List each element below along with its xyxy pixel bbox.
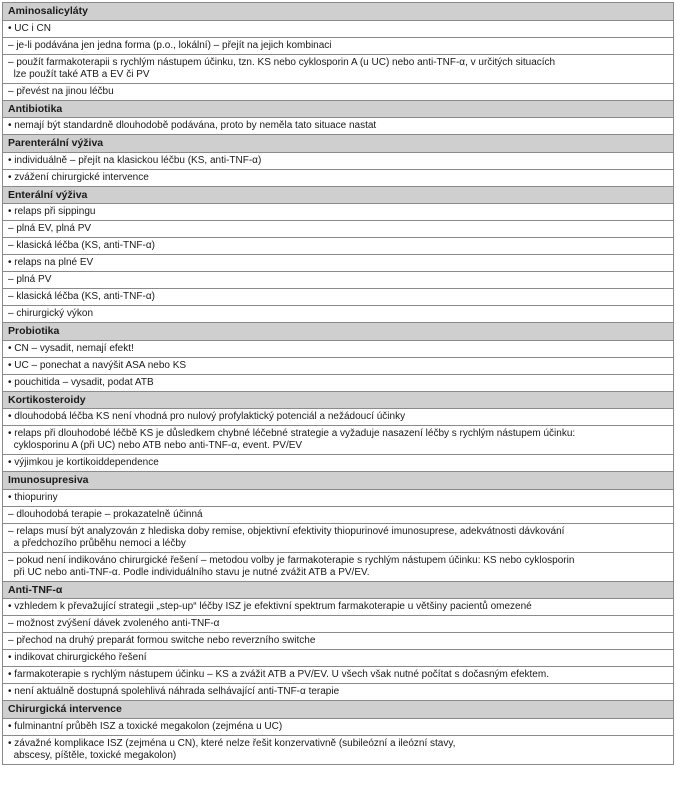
table-cell <box>3 306 674 323</box>
table-row <box>3 83 674 100</box>
table-cell <box>3 272 674 289</box>
table-row <box>3 552 674 581</box>
cell-text-line: • farmakoterapie s rychlým nástupem účinku – KS a zvážit ATB a PV/EV. U všech však nutné počítat s dočasným efektem. <box>8 669 549 680</box>
cell-text-line: • CN – vysadit, nemají efekt! <box>8 342 134 354</box>
treatment-table <box>2 2 674 765</box>
table-row <box>3 599 674 616</box>
table-row <box>3 455 674 472</box>
table-cell <box>3 616 674 633</box>
section-title: Probiotika <box>3 323 674 341</box>
table-cell <box>3 255 674 272</box>
table-cell <box>3 489 674 506</box>
cell-text-line: – možnost zvýšení dávek zvoleného anti-TNF-α <box>8 618 220 629</box>
table-cell <box>3 152 674 169</box>
table-cell <box>3 238 674 255</box>
table-cell <box>3 221 674 238</box>
table-row <box>3 169 674 186</box>
cell-text-line: • UC – ponechat a navýšit ASA nebo KS <box>8 359 187 371</box>
table-row <box>3 523 674 552</box>
cell-text-line: cyklosporinu A (při UC) nebo ATB nebo anti-TNF-α, event. PV/EV <box>8 440 303 451</box>
cell-text-line: • relaps na plné EV <box>8 257 94 268</box>
table-row <box>3 54 674 83</box>
table-row <box>3 20 674 37</box>
table-cell <box>3 552 674 581</box>
table-row <box>3 340 674 357</box>
section-header-row <box>3 472 674 490</box>
cell-text-line: – klasická léčba (KS, anti-TNF-α) <box>8 240 155 251</box>
cell-text-line: – převést na jinou léčbu <box>8 85 114 97</box>
cell-text-line: – relaps musí být analyzován z hlediska doby remise, objektivní efektivity thiopurinové imunosuprese, adekvátnosti dávkování <box>8 525 565 537</box>
table-row <box>3 650 674 667</box>
section-title: Anti-TNF-α <box>3 581 674 599</box>
cell-text-line: • není aktuálně dostupná spolehlivá náhrada selhávající anti-TNF-α terapie <box>8 686 340 697</box>
cell-text-line: • pouchitida – vysadit, podat ATB <box>8 376 154 388</box>
table-row <box>3 426 674 455</box>
section-title: Chirurgická intervence <box>3 701 674 719</box>
table-row <box>3 204 674 221</box>
table-cell <box>3 37 674 54</box>
table-row <box>3 152 674 169</box>
table-cell <box>3 426 674 455</box>
cell-text-line: a předchozího průběhu nemoci a léčby <box>8 537 186 549</box>
section-header-row <box>3 581 674 599</box>
table-cell <box>3 169 674 186</box>
table-cell <box>3 599 674 616</box>
cell-text-line: • vzhledem k převažující strategii „step-up“ léčby ISZ je efektivní spektrum farmakoterapie u většiny pacientů omezené <box>8 601 532 612</box>
table-cell <box>3 409 674 426</box>
section-title: Antibiotika <box>3 100 674 118</box>
table-cell <box>3 667 674 684</box>
table-cell <box>3 340 674 357</box>
section-header-row <box>3 135 674 153</box>
table-cell <box>3 455 674 472</box>
table-row <box>3 409 674 426</box>
table-cell <box>3 506 674 523</box>
cell-text-line: • relaps při sippingu <box>8 206 96 217</box>
cell-text-line: lze použít také ATB a EV či PV <box>8 68 150 80</box>
section-title: Parenterální výživa <box>3 135 674 153</box>
table-row <box>3 718 674 735</box>
section-header-row <box>3 3 674 21</box>
cell-text-line: • dlouhodobá léčba KS není vhodná pro nulový profylaktický potenciál a nežádoucí účinky <box>8 411 406 422</box>
table-row <box>3 357 674 374</box>
cell-text-line: – plná PV <box>8 274 52 285</box>
cell-text-line: • thiopuriny <box>8 491 58 503</box>
table-row <box>3 506 674 523</box>
table-row <box>3 118 674 135</box>
table-row <box>3 255 674 272</box>
table-cell <box>3 118 674 135</box>
cell-text-line: – je-li podávána jen jedna forma (p.o., lokální) – přejít na jejich kombinaci <box>8 39 332 51</box>
cell-text-line: – dlouhodobá terapie – prokazatelně účinná <box>8 508 203 520</box>
section-header-row <box>3 323 674 341</box>
table-row <box>3 735 674 764</box>
cell-text-line: abscesy, píštěle, toxické megakolon) <box>8 749 177 761</box>
table-row <box>3 238 674 255</box>
table-cell <box>3 20 674 37</box>
section-title: Enterální výživa <box>3 186 674 204</box>
table-row <box>3 667 674 684</box>
table-row <box>3 616 674 633</box>
cell-text-line: • závažné komplikace ISZ (zejména u CN), které nelze řešit konzervativně (subileózní a ileózní stavy, <box>8 737 456 749</box>
cell-text-line: – přechod na druhý preparát formou switche nebo reverzního switche <box>8 635 316 646</box>
cell-text-line: – plná EV, plná PV <box>8 223 92 234</box>
table-cell <box>3 204 674 221</box>
table-cell <box>3 374 674 391</box>
table-row <box>3 221 674 238</box>
table-cell <box>3 289 674 306</box>
cell-text-line: – chirurgický výkon <box>8 308 94 319</box>
table-row <box>3 289 674 306</box>
table-row <box>3 306 674 323</box>
table-cell <box>3 83 674 100</box>
section-header-row <box>3 391 674 409</box>
section-header-row <box>3 100 674 118</box>
table-cell <box>3 650 674 667</box>
section-header-row <box>3 701 674 719</box>
table-cell <box>3 54 674 83</box>
table-cell <box>3 718 674 735</box>
table-cell <box>3 684 674 701</box>
table-row <box>3 37 674 54</box>
cell-text-line: • fulminantní průběh ISZ a toxické megakolon (zejména u UC) <box>8 720 283 732</box>
cell-text-line: • výjimkou je kortikoiddependence <box>8 457 159 468</box>
table-row <box>3 633 674 650</box>
cell-text-line: • individuálně – přejít na klasickou léčbu (KS, anti-TNF-α) <box>8 154 262 166</box>
table-cell <box>3 633 674 650</box>
cell-text-line: • UC i CN <box>8 22 51 34</box>
section-title: Kortikosteroidy <box>3 391 674 409</box>
cell-text-line: • relaps při dlouhodobé léčbě KS je důsledkem chybné léčebné strategie a vyžaduje nasazení léčby s rychlým nástupem účinku: <box>8 428 576 439</box>
table-cell <box>3 357 674 374</box>
cell-text-line: – klasická léčba (KS, anti-TNF-α) <box>8 291 155 302</box>
cell-text-line: • zvážení chirurgické intervence <box>8 171 149 183</box>
table-row <box>3 374 674 391</box>
cell-text-line: – použít farmakoterapii s rychlým nástupem účinku, tzn. KS nebo cyklosporin A (u UC) nebo anti-TNF-α, v určitých situacích <box>8 56 556 68</box>
section-title: Imunosupresiva <box>3 472 674 490</box>
table-cell <box>3 735 674 764</box>
table-cell <box>3 523 674 552</box>
table-row <box>3 684 674 701</box>
section-header-row <box>3 186 674 204</box>
section-title: Aminosalicyláty <box>3 3 674 21</box>
cell-text-line: • nemají být standardně dlouhodobě podávána, proto by neměla tato situace nastat <box>8 120 377 131</box>
table-row <box>3 489 674 506</box>
table-row <box>3 272 674 289</box>
treatment-table-body <box>3 3 674 765</box>
cell-text-line: – pokud není indikováno chirurgické řešení – metodou volby je farmakoterapie s rychlým nástupem účinku: KS nebo cyklosporin <box>8 554 575 566</box>
cell-text-line: při UC nebo anti-TNF-α. Podle individuálního stavu je nutné zvážit ATB a PV/EV. <box>8 566 370 578</box>
cell-text-line: • indikovat chirurgického řešení <box>8 652 147 663</box>
